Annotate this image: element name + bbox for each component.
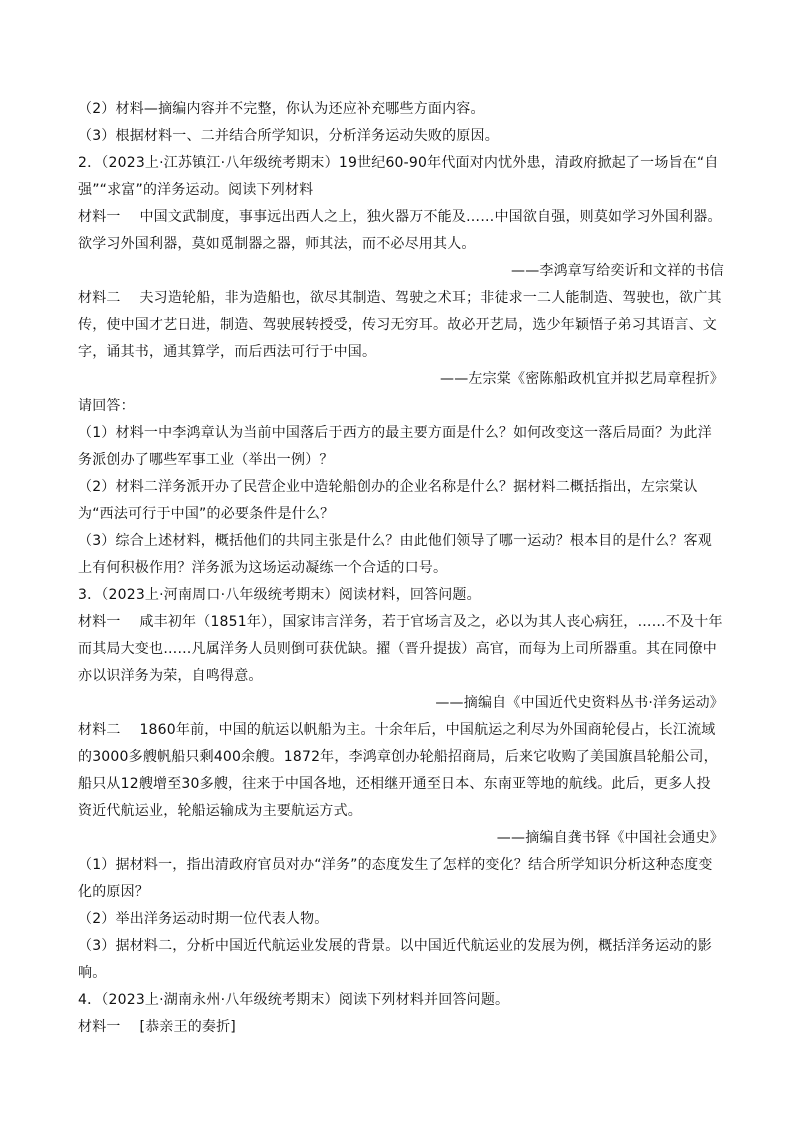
question-2-header: 2．（2023上·江苏镇江·八年级统考期末）19世纪60-90年代面对内忧外患，清政府掀起了一场旨在“自强”“求富”的洋务运动。阅读下列材料 <box>78 155 719 198</box>
q2-material-2-source: ——左宗棠《密陈船政机宜并拟艺局章程折》 <box>440 371 724 387</box>
q1-part2: （2）材料—摘编内容并不完整，你认为还应补充哪些方面内容。 <box>78 101 485 117</box>
q3-part1: （1）据材料一，指出清政府官员对办“洋务”的态度发生了怎样的变化？结合所学知识分析这种态度变化的原因？ <box>78 857 713 900</box>
q2-material-1: 材料一 中国文武制度，事事远出西人之上，独火器万不能及……中国欲自强，则莫如学习外国利器。欲学习外国利器，莫如觅制器之器，师其法，而不必尽用其人。 <box>78 209 722 252</box>
q3-part2: （2）举出洋务运动时期一位代表人物。 <box>78 911 329 927</box>
q2-prompt: 请回答： <box>78 398 135 414</box>
question-3-header: 3．（2023上·河南周口·八年级统考期末）阅读材料，回答问题。 <box>78 587 481 603</box>
q2-part3: （3）综合上述材料，概括他们的共同主张是什么？由此他们领导了哪一运动？根本目的是什么？客观上有何积极作用？洋务派为这场运动凝练一个合适的口号。 <box>78 533 712 576</box>
q2-part1: （1）材料一中李鸿章认为当前中国落后于西方的最主要方面是什么？如何改变这一落后局面？为此洋务派创办了哪些军事工业（举出一例）？ <box>78 425 712 468</box>
q2-material-2: 材料二 夫习造轮船，非为造船也，欲尽其制造、驾驶之术耳；非徒求一二人能制造、驾驶也，欲广其传，使中国才艺日进，制造、驾驶展转授受，传习无穷耳。故必开艺局，选少年颖悟子弟习其语言、文字，诵其书，通其算学，而后西法可行于中国。 <box>78 290 722 360</box>
question-4-header: 4．（2023上·湖南永州·八年级统考期末）阅读下列材料并回答问题。 <box>78 992 510 1008</box>
document-body <box>78 96 724 1041</box>
q3-material-1-source: ——摘编自《中国近代史资料丛书·洋务运动》 <box>435 695 724 711</box>
q3-material-1: 材料一 咸丰初年（1851年），国家讳言洋务，若于官场言及之，必以为其人丧心病狂，……不及十年而其局大变也……凡属洋务人员则倒可获优缺。擢（晋升提拔）高官，而每为上司所器重。其在同僚中亦以识洋务为荣，自鸣得意。 <box>78 614 723 684</box>
q2-material-1-source: ——李鸿章写给奕䜣和文祥的书信 <box>511 263 724 279</box>
q1-part3: （3）根据材料一、二并结合所学知识，分析洋务运动失败的原因。 <box>78 128 499 144</box>
q3-material-2-source: ——摘编自龚书铎《中国社会通史》 <box>496 830 724 846</box>
q3-material-2: 材料二 1860年前，中国的航运以帆船为主。十余年后，中国航运之利尽为外国商轮侵占，长江流域的3000多艘帆船只剩400余艘。1872年，李鸿章创办轮船招商局，后来它收购了美国旗昌轮船公司，船只从12艘增至30多艘，往来于中国各地，还相继开通至日本、东南亚等地的航线。此后，更多人投资近代航运业，轮船运输成为主要航运方式。 <box>78 722 718 819</box>
q4-material-1: 材料一 [恭亲王的奏折] <box>78 1019 236 1035</box>
q3-part3: （3）据材料二，分析中国近代航运业发展的背景。以中国近代航运业的发展为例，概括洋务运动的影响。 <box>78 938 712 981</box>
q2-part2: （2）材料二洋务派开办了民营企业中造轮船创办的企业名称是什么？据材料二概括指出，左宗棠认为“西法可行于中国”的必要条件是什么？ <box>78 479 698 522</box>
